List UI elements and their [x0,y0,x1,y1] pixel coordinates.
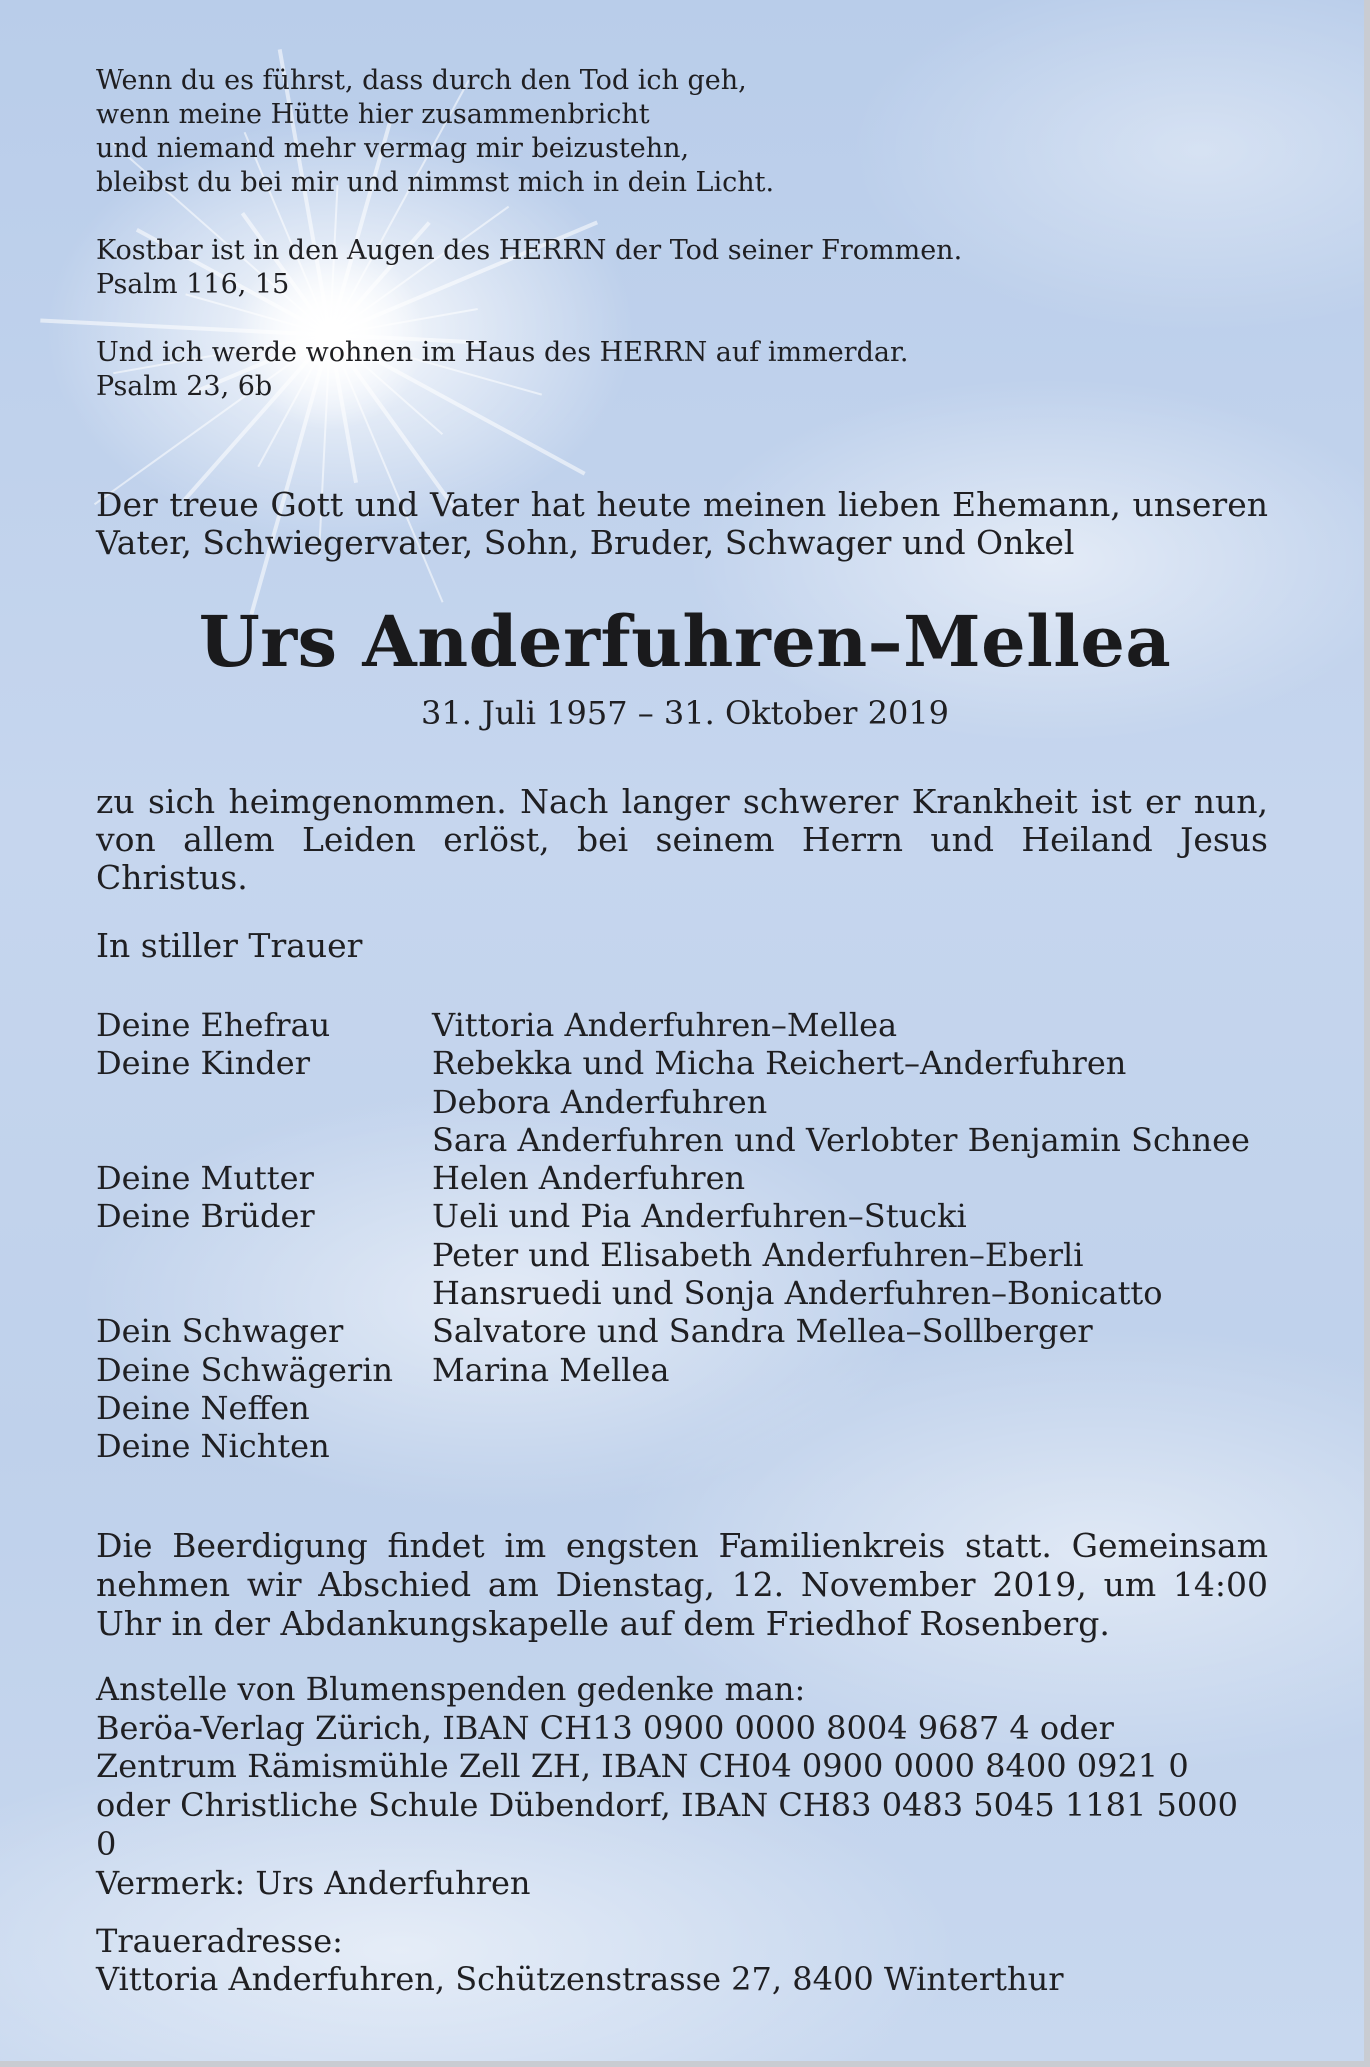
life-dates: 31. Juli 1957 – 31. Oktober 2019 [420,694,950,732]
family-row [96,1351,1268,1389]
psalm-reference: Psalm 23, 6b [96,371,273,402]
family-names: Ueli und Pia Anderfuhren–Stucki [432,1197,967,1236]
address-value: Vittoria Anderfuhren, Schützenstrasse 27, 8400 Winterthur [96,1960,1064,1998]
relation-label: Dein Schwager [96,1312,344,1351]
taken-home-paragraph: zu sich heimgenommen. Nach langer schwerer Krankheit ist er nun, von allem Leiden erlöst, bei seinem Herrn und Heiland Jesus Christus. [96,782,1268,897]
family-names: Helen Anderfuhren [432,1159,746,1198]
family-names: Hansruedi und Sonja Anderfuhren–Bonicatto [432,1274,1163,1313]
family-row [96,1006,1268,1044]
mourning-heading: In stiller Trauer [96,926,363,965]
donation-line: Zentrum Rämismühle Zell ZH, IBAN CH04 0900 0000 8400 0921 0 [96,1747,1189,1786]
intro-paragraph: Der treue Gott und Vater hat heute meinen lieben Ehemann, unseren Vater, Schwiegervater, Sohn, Bruder, Schwager und Onkel [96,485,1268,562]
relation-label: Deine Ehefrau [96,1006,331,1044]
family-row [96,1159,1268,1197]
family-row [96,1121,1268,1159]
relation-label: Deine Mutter [96,1159,314,1198]
verse-line: Wenn du es führst, dass durch den Tod ich geh, [96,65,747,96]
address-label: Traueradresse: [96,1922,343,1960]
relation-label: Deine Kinder [96,1044,311,1083]
family-names: Sara Anderfuhren und Verlobter Benjamin Schnee [432,1120,1250,1159]
family-names: Debora Anderfuhren [432,1082,768,1121]
psalm-quote: Und ich werde wohnen im Haus des HERRN auf immerdar. [96,337,909,368]
family-names: Salvatore und Sandra Mellea–Sollberger [432,1312,1093,1351]
verse-line: wenn meine Hütte hier zusammenbricht [96,99,650,130]
donation-line: Anstelle von Blumenspenden gedenke man: [96,1670,806,1708]
relation-label: Deine Neffen [96,1388,310,1427]
relation-label: Deine Brüder [96,1197,315,1236]
relation-label [96,1121,432,1159]
relation-label [96,1236,432,1274]
family-list [96,1006,1268,1466]
donations-section [96,1670,1268,1902]
mourning-address-section [96,1922,1268,1998]
verse-line: und niemand mehr vermag mir beizustehn, [96,133,690,164]
family-names: Peter und Elisabeth Anderfuhren–Eberli [432,1235,1084,1274]
donation-line: oder Christliche Schule Dübendorf, IBAN CH83 0483 5045 1181 5000 0 [96,1786,1238,1863]
family-row [96,1044,1268,1082]
relation-label: Deine Schwägerin [96,1350,394,1389]
family-row [96,1236,1268,1274]
relation-label: Deine Nichten [96,1427,330,1466]
deceased-name: Urs Anderfuhren–Mellea [198,600,1172,683]
psalm-quote: Kostbar ist in den Augen des HERRN der Tod seiner Frommen. [96,235,963,266]
bible-verse-section [96,64,1096,404]
family-names: Vittoria Anderfuhren–Mellea [432,1006,898,1044]
donation-line: Vermerk: Urs Anderfuhren [96,1863,531,1902]
family-row [96,1389,1268,1427]
family-row [96,1274,1268,1312]
relation-label [96,1083,432,1121]
family-row [96,1197,1268,1235]
donation-line: Beröa-Verlag Zürich, IBAN CH13 0900 0000 8004 9687 4 oder [96,1708,1114,1747]
family-row [96,1083,1268,1121]
relation-label [96,1274,432,1312]
family-row [96,1427,1268,1465]
psalm-reference: Psalm 116, 15 [96,269,290,300]
funeral-paragraph: Die Beerdigung findet im engsten Familienkreis statt. Gemeinsam nehmen wir Abschied am Dienstag, 12. November 2019, um 14:00 Uhr in der Abdankungskapelle auf dem Friedhof Rosenberg. [96,1526,1268,1643]
family-names: Marina Mellea [432,1350,670,1389]
verse-line: bleibst du bei mir und nimmst mich in dein Licht. [96,167,775,198]
family-names: Rebekka und Micha Reichert–Anderfuhren [432,1044,1127,1083]
family-row [96,1312,1268,1350]
